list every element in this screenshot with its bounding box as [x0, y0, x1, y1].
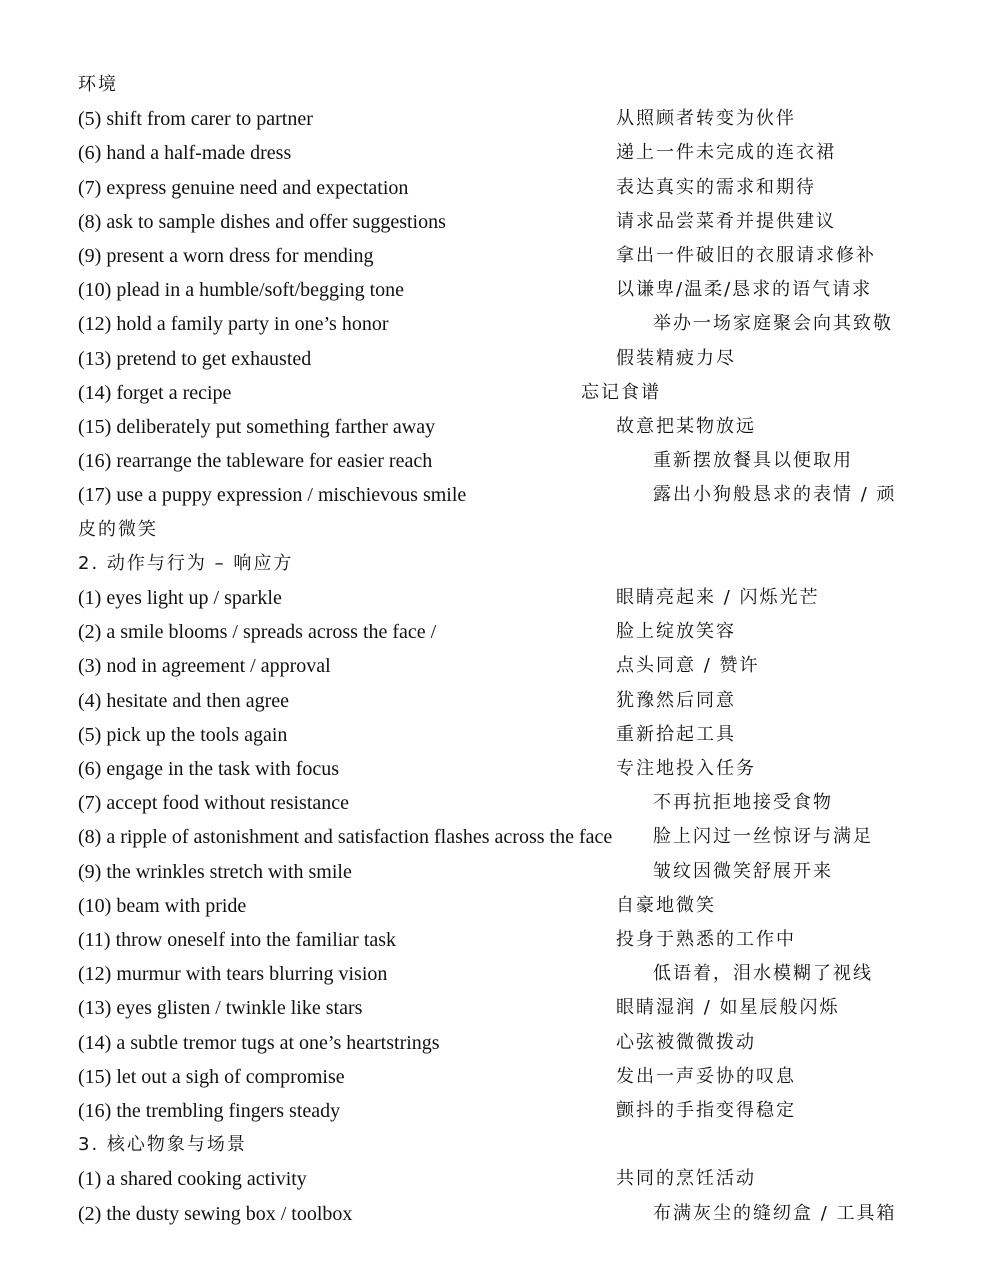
continuation-text: 环境: [78, 74, 118, 95]
chinese-translation: 心弦被微微拨动: [616, 1031, 756, 1053]
document-line: [0, 73, 998, 107]
chinese-translation: 忘记食谱: [581, 381, 661, 403]
english-phrase: (17) use a puppy expression / mischievous smile: [78, 484, 467, 507]
english-phrase: (9) present a worn dress for mending: [78, 245, 374, 267]
document-line: [0, 347, 998, 381]
document-line: [0, 415, 998, 449]
english-phrase: (15) deliberately put something farther away: [78, 416, 436, 438]
document-line: [0, 107, 998, 141]
document-line: [0, 483, 998, 517]
document-line: [0, 176, 998, 210]
chinese-translation: 眼睛湿润 / 如星辰般闪烁: [616, 997, 840, 1019]
document-line: [0, 552, 998, 586]
chinese-translation: 布满灰尘的缝纫盒 / 工具箱: [653, 1202, 897, 1224]
chinese-translation: 以谦卑/温柔/恳求的语气请求: [616, 279, 873, 301]
english-phrase: (15) let out a sigh of compromise: [78, 1065, 345, 1088]
english-phrase: (14) forget a recipe: [78, 381, 232, 404]
english-phrase: (14) a subtle tremor tugs at one’s heartstrings: [78, 1031, 440, 1054]
english-phrase: (10) plead in a humble/soft/begging tone: [78, 279, 405, 302]
english-phrase: (2) a smile blooms / spreads across the face /: [78, 621, 437, 644]
chinese-translation: 低语着，泪水模糊了视线: [653, 963, 873, 985]
chinese-translation: 表达真实的需求和期待: [616, 176, 816, 198]
english-phrase: (2) the dusty sewing box / toolbox: [78, 1202, 353, 1225]
chinese-translation: 投身于熟悉的工作中: [616, 929, 796, 950]
english-phrase: (3) nod in agreement / approval: [78, 655, 331, 678]
chinese-translation: 假装精疲力尽: [616, 347, 736, 369]
document-line: [0, 962, 998, 996]
document-line: [0, 518, 998, 552]
english-phrase: (6) engage in the task with focus: [78, 758, 340, 780]
chinese-translation: 拿出一件破旧的衣服请求修补: [616, 245, 876, 266]
chinese-translation: 脸上绽放笑容: [616, 621, 736, 643]
document-line: [0, 654, 998, 688]
english-phrase: (5) pick up the tools again: [78, 723, 288, 746]
english-phrase: (8) ask to sample dishes and offer suggestions: [78, 210, 446, 233]
chinese-translation: 自豪地微笑: [616, 894, 716, 916]
document-line: [0, 1065, 998, 1099]
english-phrase: (12) hold a family party in one’s honor: [78, 313, 389, 336]
chinese-translation: 举办一场家庭聚会向其致敬: [653, 313, 893, 335]
chinese-translation: 露出小狗般恳求的表情 / 顽: [653, 484, 897, 506]
chinese-translation: 点头同意 / 赞许: [616, 655, 760, 677]
document-line: [0, 996, 998, 1030]
document-line: [0, 278, 998, 312]
english-phrase: (16) rearrange the tableware for easier reach: [78, 450, 433, 473]
chinese-translation: 重新拾起工具: [616, 723, 736, 745]
chinese-translation: 脸上闪过一丝惊讶与满足: [653, 826, 873, 848]
document-line: [0, 1202, 998, 1236]
document-line: [0, 894, 998, 928]
document-line: [0, 586, 998, 620]
document-line: [0, 689, 998, 723]
document-line: [0, 791, 998, 825]
english-phrase: (1) a shared cooking activity: [78, 1168, 307, 1191]
document-line: [0, 312, 998, 346]
document-line: [0, 757, 998, 791]
english-phrase: (4) hesitate and then agree: [78, 689, 290, 712]
chinese-translation: 共同的烹饪活动: [616, 1168, 756, 1190]
english-phrase: (9) the wrinkles stretch with smile: [78, 860, 352, 883]
chinese-translation: 请求品尝菜肴并提供建议: [616, 210, 836, 232]
chinese-translation: 重新摆放餐具以便取用: [653, 450, 853, 472]
chinese-translation: 从照顾者转变为伙伴: [616, 108, 796, 130]
chinese-translation: 犹豫然后同意: [616, 689, 736, 711]
chinese-translation: 颤抖的手指变得稳定: [616, 1100, 796, 1121]
english-phrase: (5) shift from carer to partner: [78, 108, 313, 131]
document-line: [0, 825, 998, 859]
english-phrase: (12) murmur with tears blurring vision: [78, 963, 388, 986]
english-phrase: (8) a ripple of astonishment and satisfaction flashes across the face: [78, 826, 613, 849]
document-line: [0, 449, 998, 483]
document-line: [0, 1167, 998, 1201]
english-phrase: (13) eyes glisten / twinkle like stars: [78, 997, 363, 1020]
document-line: [0, 928, 998, 962]
english-phrase: (10) beam with pride: [78, 894, 247, 917]
document-line: [0, 244, 998, 278]
chinese-translation: 发出一声妥协的叹息: [616, 1065, 796, 1087]
english-phrase: (6) hand a half-made dress: [78, 142, 292, 165]
document-line: [0, 141, 998, 175]
document-line: [0, 1133, 998, 1167]
document-line: [0, 210, 998, 244]
english-phrase: (11) throw oneself into the familiar task: [78, 929, 397, 951]
document-line: [0, 860, 998, 894]
document-line: [0, 723, 998, 757]
english-phrase: (7) accept food without resistance: [78, 792, 350, 815]
chinese-translation: 皱纹因微笑舒展开来: [653, 860, 833, 882]
section-heading: 3. 核心物象与场景: [78, 1134, 247, 1156]
english-phrase: (7) express genuine need and expectation: [78, 176, 409, 199]
english-phrase: (1) eyes light up / sparkle: [78, 587, 282, 609]
chinese-translation: 眼睛亮起来 / 闪烁光芒: [616, 587, 820, 608]
section-heading: 2. 动作与行为 – 响应方: [78, 552, 294, 574]
continuation-text: 皮的微笑: [78, 518, 158, 540]
document-line: [0, 1099, 998, 1133]
chinese-translation: 递上一件未完成的连衣裙: [616, 142, 836, 164]
document-line: [0, 381, 998, 415]
document-line: [0, 1031, 998, 1065]
chinese-translation: 不再抗拒地接受食物: [653, 792, 833, 814]
document-line: [0, 620, 998, 654]
english-phrase: (13) pretend to get exhausted: [78, 347, 312, 370]
chinese-translation: 专注地投入任务: [616, 758, 756, 779]
english-phrase: (16) the trembling fingers steady: [78, 1100, 341, 1122]
chinese-translation: 故意把某物放远: [616, 416, 756, 437]
